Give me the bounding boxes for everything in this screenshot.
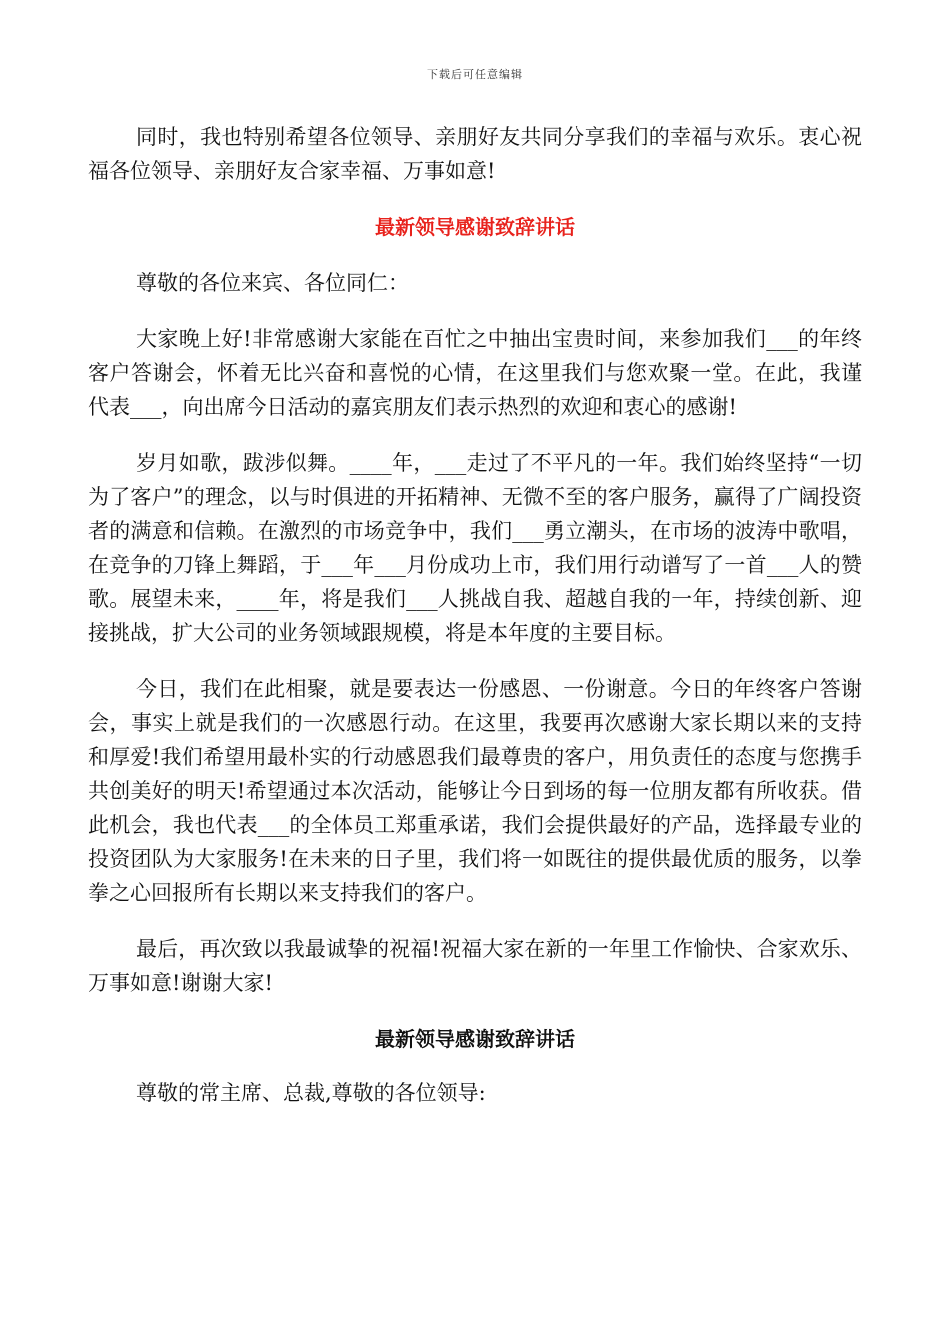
section-heading-black: 最新领导感谢致辞讲话 [375, 1027, 575, 1051]
paragraph-gratitude: 今日，我们在此相聚，就是要表达一份感恩、一份谢意。今日的年终客户答谢会，事实上就是我们的一次感恩行动。在这里，我要再次感谢大家长期以来的支持和厚爱!我们希望用最朴实的行动感恩我们最尊贵的客户，用负责任的态度与您携手共创美好的明天!希望通过本次活动，能够让今日到场的每一位朋友都有所收获。借此机会，我也代表___的全体员工郑重承诺，我们会提供最好的产品，选择最专业的投资团队为大家服务!在未来的日子里，我们将一如既往的提供最优质的服务，以拳拳之心回报所有长期以来支持我们的客户。 [88, 677, 862, 905]
paragraph-year-review: 岁月如歌，跋涉似舞。____年，___走过了不平凡的一年。我们始终坚持“一切为了客户”的理念，以与时俱进的开拓精神、无微不至的客户服务，赢得了广阔投资者的满意和信赖。在激烈的市场竞争中，我们___勇立潮头，在市场的波涛中歌唱，在竞争的刀锋上舞蹈，于___年___月份成功上市，我们用行动谱写了一首___人的赞歌。展望未来，____年，将是我们___人挑战自我、超越自我的一年，持续创新、迎接挑战，扩大公司的业务领域跟规模，将是本年度的主要目标。 [88, 451, 862, 645]
paragraph-final-wishes: 最后，再次致以我最诚挚的祝福!祝福大家在新的一年里工作愉快、合家欢乐、万事如意!谢谢大家! [88, 937, 862, 995]
paragraph-greeting: 大家晚上好!非常感谢大家能在百忙之中抽出宝贵时间，来参加我们___的年终客户答谢会，怀着无比兴奋和喜悦的心情，在这里我们与您欢聚一堂。在此，我谨代表___，向出席今日活动的嘉宾朋友们表示热烈的欢迎和衷心的感谢! [88, 327, 862, 419]
page-header: 下载后可任意编辑 [427, 68, 523, 81]
paragraph-salutation: 尊敬的各位来宾、各位同仁： [136, 271, 409, 295]
paragraph-closing-blessing: 同时，我也特别希望各位领导、亲朋好友共同分享我们的幸福与欢乐。衷心祝福各位领导、亲朋好友合家幸福、万事如意! [88, 125, 862, 183]
section-heading-red: 最新领导感谢致辞讲话 [375, 215, 575, 239]
document-body [88, 120, 862, 1110]
paragraph-salutation-2: 尊敬的常主席、总裁,尊敬的各位领导: [136, 1081, 486, 1105]
